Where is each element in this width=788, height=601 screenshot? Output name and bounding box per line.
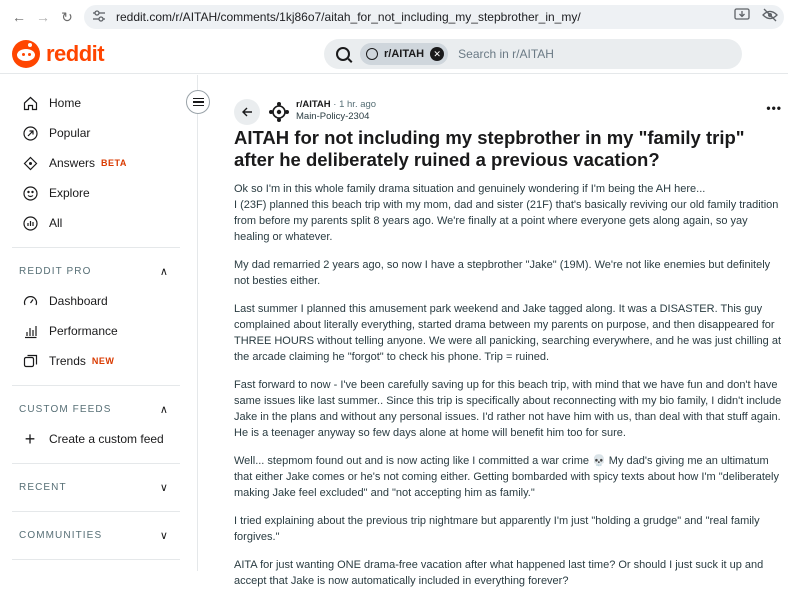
new-badge: NEW	[91, 356, 115, 366]
logo-text: reddit	[46, 41, 105, 66]
post-paragraph: My dad remarried 2 years ago, so now I have a stepbrother "Jake" (19M). We're not like enemies but definitely not besties either.	[234, 259, 771, 287]
url-text: reddit.com/r/AITAH/comments/1kj86o7/aitah_for_not_including_my_stepbrother_in_my/	[116, 10, 581, 24]
sidebar-item-answers[interactable]: Answers BETA	[22, 155, 127, 171]
section-custom-feeds[interactable]: CUSTOM FEEDS ∧	[19, 404, 169, 416]
back-button[interactable]	[234, 99, 260, 125]
post-meta	[296, 99, 376, 123]
search-input[interactable]: Search in r/AITAH	[458, 47, 554, 61]
post-paragraph: Last summer I planned this amusement park weekend and Jake tagged along. It was a DISASTER. This guy complained about literally everything, started drama between my parents on purpose, and then disappeared for THREE HOURS without telling anyone. We were all panicking, searching everywhere, and he was just chilling at the arcade claiming he "forgot" to check his phone. Trip = ruined.	[234, 303, 782, 363]
sidebar-item-dashboard[interactable]: Dashboard	[22, 293, 108, 309]
menu-icon	[193, 98, 204, 100]
explore-icon	[22, 185, 38, 201]
sidebar-divider	[12, 385, 180, 386]
post-time: · 1 hr. ago	[333, 99, 377, 110]
search-bar[interactable]	[324, 39, 742, 69]
dashboard-icon	[22, 293, 38, 309]
sidebar-divider	[12, 463, 180, 464]
arrow-left-icon	[241, 106, 253, 118]
popular-icon	[22, 125, 38, 141]
browser-reload-button[interactable]: ↻	[61, 8, 73, 25]
post-body	[234, 181, 784, 601]
reddit-logo[interactable]	[12, 40, 104, 68]
sidebar-divider	[12, 559, 180, 560]
browser-toolbar	[0, 0, 788, 34]
section-reddit-pro[interactable]: REDDIT PRO ∧	[19, 266, 169, 278]
more-options-button[interactable]: •••	[766, 101, 782, 115]
sidebar-item-all[interactable]: All	[22, 215, 62, 231]
browser-back-button[interactable]: ←	[12, 9, 26, 25]
plus-icon: +	[24, 428, 36, 449]
install-app-icon[interactable]	[734, 8, 750, 25]
post-paragraph: Well... stepmom found out and is now acting like I committed a war crime 💀 My dad's giving me an ultimatum that either Jake comes or he's not coming either. Getting bombarded with spicy texts about how I'm "deliberately making Jake feel excluded" and "not accepting him as family."	[234, 455, 779, 499]
sidebar-item-home[interactable]: Home	[22, 95, 81, 111]
sidebar-item-explore[interactable]: Explore	[22, 185, 90, 201]
home-icon	[22, 95, 38, 111]
section-recent[interactable]: RECENT ∨	[19, 482, 169, 494]
post-title: AITAH for not including my stepbrother in my "family trip" after he deliberately ruined a previous vacation?	[234, 127, 745, 170]
sidebar-item-popular[interactable]: Popular	[22, 125, 90, 141]
subreddit-link[interactable]: r/AITAH	[296, 99, 331, 110]
performance-icon	[22, 323, 38, 339]
browser-forward-button[interactable]: →	[36, 9, 50, 25]
post-paragraph: Ok so I'm in this whole family drama situation and genuinely wondering if I'm being the AH here... I (23F) planned this beach trip with my mom, dad and sister (21F) that's basically reviving our old family tradition from before my parents split 8 years ago. We're finally at a point where everyone gets along again, so yay healing or whatever.	[234, 183, 779, 243]
post-paragraph: I tried explaining about the previous trip nightmare but apparently I'm just "holding a grudge" and "real family forgives."	[234, 515, 760, 543]
sidebar-divider	[12, 247, 180, 248]
chevron-down-icon: ∨	[159, 530, 169, 542]
clear-scope-icon[interactable]: ✕	[430, 47, 444, 61]
left-sidebar	[0, 75, 198, 571]
subreddit-avatar[interactable]	[268, 101, 290, 123]
search-icon	[336, 47, 350, 61]
site-header	[0, 34, 788, 74]
author-link[interactable]: Main-Policy-2304	[296, 111, 370, 122]
search-chip-label: r/AITAH	[384, 48, 425, 60]
chevron-up-icon: ∧	[159, 266, 169, 278]
post-paragraph: Fast forward to now - I've been carefully saving up for this beach trip, with mind that we have fun and don't have same issues like last summer.. Since this trip is specifically about reconnecting with my bio family, I didn't include Jake in the plans and without any personal issues. I'd rather not have him with us, than deal with that stuff again. He is a teenager anyway so few days alone at home will benefit him too for sure.	[234, 379, 782, 439]
address-bar[interactable]	[84, 5, 784, 29]
sidebar-item-trends[interactable]: Trends NEW	[22, 353, 114, 369]
sidebar-collapse-button[interactable]	[186, 90, 210, 114]
search-scope-chip[interactable]	[360, 43, 448, 65]
answers-icon	[22, 155, 38, 171]
sidebar-divider	[12, 511, 180, 512]
chevron-down-icon: ∨	[159, 482, 169, 494]
chevron-up-icon: ∧	[159, 404, 169, 416]
sidebar-item-performance[interactable]: Performance	[22, 323, 118, 339]
trends-icon	[22, 353, 38, 369]
create-custom-feed-button[interactable]: + Create a custom feed	[22, 431, 164, 447]
reddit-snoo-icon	[12, 40, 40, 68]
site-settings-icon[interactable]	[92, 10, 110, 25]
all-icon	[22, 215, 38, 231]
section-communities[interactable]: COMMUNITIES ∨	[19, 530, 169, 542]
eye-off-icon[interactable]	[762, 8, 778, 25]
post-paragraph: AITA for just wanting ONE drama-free vacation after what happened last time? Or should I just suck it up and accept that Jake is now automatically included in everything forever?	[234, 559, 764, 587]
subreddit-icon	[366, 48, 378, 60]
beta-badge: BETA	[101, 158, 127, 168]
